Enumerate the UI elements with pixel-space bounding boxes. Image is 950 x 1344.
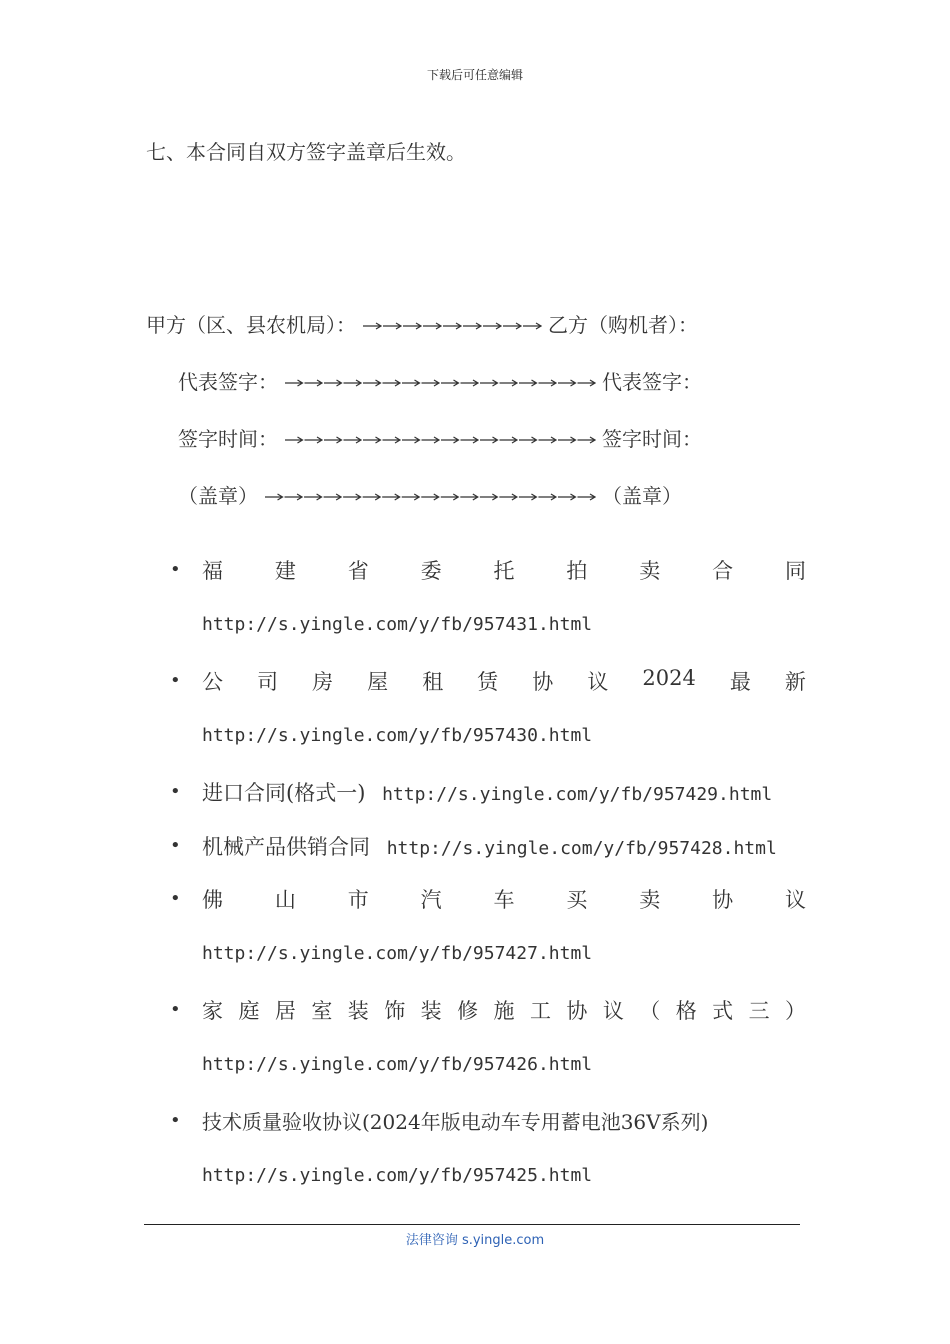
bullet-icon: • (170, 670, 181, 691)
link-title-char: 佛 (202, 888, 223, 912)
bullet-icon: • (170, 888, 181, 909)
link-title[interactable]: 机械产品供销合同 (202, 835, 370, 859)
arrow-line-icon (284, 434, 596, 446)
arrow-segment-icon (460, 494, 478, 500)
link-title-char: 修 (457, 999, 479, 1023)
arrow-segment-icon (402, 494, 420, 500)
link-title-char: 议 (602, 999, 624, 1023)
arrow-segment-icon (265, 494, 283, 500)
bullet-icon: • (170, 781, 181, 802)
arrow-segment-icon (423, 323, 441, 329)
link-url[interactable]: http://s.yingle.com/y/fb/957425.html (202, 1165, 593, 1186)
time-right-label: 签字时间： (602, 427, 702, 451)
link-title[interactable] (202, 555, 806, 585)
arrow-segment-icon (363, 494, 381, 500)
arrow-segment-icon (577, 494, 595, 500)
link-row[interactable] (202, 777, 772, 807)
link-title-char: 协 (532, 670, 554, 694)
arrow-line-icon (284, 377, 596, 389)
link-url[interactable]: http://s.yingle.com/y/fb/957430.html (202, 725, 593, 746)
arrow-segment-icon (538, 494, 556, 500)
link-title-char: 议 (587, 670, 609, 694)
arrow-segment-icon (558, 380, 576, 386)
bullet-icon: • (170, 835, 181, 856)
link-row[interactable] (202, 831, 777, 861)
link-url[interactable]: http://s.yingle.com/y/fb/957429.html (382, 784, 773, 805)
arrow-segment-icon (363, 437, 381, 443)
link-title-char: 室 (311, 999, 333, 1023)
link-title-char: 装 (347, 999, 369, 1023)
arrow-segment-icon (480, 437, 498, 443)
link-title-char: 议 (785, 888, 806, 912)
link-title-char: 2024 (642, 666, 696, 690)
arrow-segment-icon (539, 437, 557, 443)
bullet-icon: • (170, 559, 181, 580)
link-url[interactable]: http://s.yingle.com/y/fb/957427.html (202, 943, 593, 964)
footer-divider (144, 1224, 800, 1225)
arrow-segment-icon (461, 437, 479, 443)
signature-line (362, 320, 542, 332)
contract-clause-seven: 七、本合同自双方签字盖章后生效。 (146, 140, 466, 164)
arrow-segment-icon (285, 437, 303, 443)
arrow-segment-icon (519, 380, 537, 386)
arrow-segment-icon (461, 380, 479, 386)
link-title[interactable] (202, 666, 806, 696)
arrow-segment-icon (344, 380, 362, 386)
link-title-char: 最 (729, 670, 751, 694)
arrow-segment-icon (500, 380, 518, 386)
arrow-segment-icon (443, 323, 461, 329)
arrow-segment-icon (324, 380, 342, 386)
link-title-char: 卖 (639, 559, 661, 583)
bullet-icon: • (170, 999, 181, 1020)
arrow-segment-icon (402, 437, 420, 443)
arrow-segment-icon (343, 494, 361, 500)
link-title-char: 庭 (238, 999, 260, 1023)
arrow-segment-icon (519, 437, 537, 443)
link-title-char: 福 (202, 559, 223, 583)
arrow-segment-icon (422, 437, 440, 443)
arrow-segment-icon (363, 323, 381, 329)
arrow-segment-icon (578, 380, 596, 386)
link-title-char: 卖 (639, 888, 661, 912)
link-title-char: 式 (712, 999, 734, 1023)
arrow-segment-icon (503, 323, 521, 329)
rep-left-label: 代表签字： (178, 370, 278, 394)
arrow-segment-icon (285, 380, 303, 386)
arrow-segment-icon (500, 437, 518, 443)
link-title-char: 新 (784, 670, 806, 694)
party-b-label: 乙方（购机者）： (548, 313, 698, 337)
arrow-segment-icon (523, 323, 541, 329)
signature-row-representative (178, 366, 702, 395)
link-url[interactable]: http://s.yingle.com/y/fb/957431.html (202, 614, 593, 635)
link-title-char: 车 (493, 888, 515, 912)
link-title-char: 同 (785, 559, 806, 583)
seal-left-label: （盖章） (178, 484, 258, 508)
arrow-segment-icon (578, 437, 596, 443)
link-title-char: 买 (566, 888, 588, 912)
arrow-segment-icon (483, 323, 501, 329)
link-title[interactable] (202, 995, 806, 1025)
arrow-segment-icon (480, 380, 498, 386)
arrow-segment-icon (403, 323, 421, 329)
arrow-segment-icon (383, 437, 401, 443)
arrow-segment-icon (402, 380, 420, 386)
link-title[interactable]: 进口合同(格式一) (202, 781, 366, 805)
arrow-line-icon (264, 491, 596, 503)
link-title-char: 房 (312, 670, 334, 694)
link-title-char: 租 (422, 670, 444, 694)
page-header: 下载后可任意编辑 (426, 68, 523, 82)
link-title-char: 屋 (367, 670, 389, 694)
arrow-segment-icon (499, 494, 517, 500)
arrow-segment-icon (558, 494, 576, 500)
link-title-char: 协 (566, 999, 588, 1023)
seal-right-label: （盖章） (602, 484, 682, 508)
arrow-segment-icon (421, 494, 439, 500)
link-title-char: 建 (274, 559, 296, 583)
link-title-char: 赁 (477, 670, 499, 694)
arrow-segment-icon (383, 323, 401, 329)
link-title-char: 拍 (566, 559, 588, 583)
link-title-char: 家 (202, 999, 223, 1023)
arrow-segment-icon (324, 494, 342, 500)
link-title-char: 汽 (420, 888, 442, 912)
arrow-line-icon (362, 320, 542, 332)
footer-link[interactable]: 法律咨询 s.yingle.com (405, 1233, 545, 1248)
arrow-segment-icon (441, 494, 459, 500)
arrow-segment-icon (344, 437, 362, 443)
link-title[interactable] (202, 884, 806, 914)
link-title-char: 司 (257, 670, 279, 694)
signature-line (284, 377, 596, 389)
arrow-segment-icon (305, 380, 323, 386)
link-title-char: 合 (712, 559, 734, 583)
rep-right-label: 代表签字： (602, 370, 702, 394)
link-title-char: 工 (529, 999, 551, 1023)
arrow-segment-icon (441, 437, 459, 443)
time-left-label: 签字时间： (178, 427, 278, 451)
arrow-segment-icon (382, 494, 400, 500)
link-url[interactable]: http://s.yingle.com/y/fb/957426.html (202, 1054, 593, 1075)
arrow-segment-icon (480, 494, 498, 500)
link-title-char: ） (785, 999, 806, 1023)
arrow-segment-icon (285, 494, 303, 500)
link-title-char: 居 (274, 999, 296, 1023)
link-title-char: 托 (493, 559, 515, 583)
link-title-char: 市 (347, 888, 369, 912)
arrow-segment-icon (304, 494, 322, 500)
link-title-char: 协 (712, 888, 734, 912)
arrow-segment-icon (363, 380, 381, 386)
arrow-segment-icon (558, 437, 576, 443)
link-title-char: 施 (493, 999, 515, 1023)
link-title[interactable]: 技术质量验收协议(2024年版电动车专用蓄电池36V系列) (202, 1110, 709, 1134)
arrow-segment-icon (305, 437, 323, 443)
arrow-segment-icon (441, 380, 459, 386)
arrow-segment-icon (463, 323, 481, 329)
link-title-char: 省 (347, 559, 369, 583)
bullet-icon: • (170, 1110, 181, 1131)
party-a-label: 甲方（区、县农机局）： (146, 313, 356, 337)
arrow-segment-icon (519, 494, 537, 500)
link-title-char: 公 (202, 670, 223, 694)
link-title-char: 格 (675, 999, 697, 1023)
link-title-char: 饰 (384, 999, 406, 1023)
link-title-char: 三 (748, 999, 770, 1023)
link-title-char: 山 (274, 888, 296, 912)
link-url[interactable]: http://s.yingle.com/y/fb/957428.html (386, 838, 777, 859)
link-title-char: （ (639, 999, 661, 1023)
link-title-char: 装 (420, 999, 442, 1023)
arrow-segment-icon (383, 380, 401, 386)
signature-line (284, 434, 596, 446)
link-title-char: 委 (420, 559, 442, 583)
arrow-segment-icon (539, 380, 557, 386)
signature-row-time (178, 423, 702, 452)
signature-row-parties (146, 309, 698, 338)
arrow-segment-icon (422, 380, 440, 386)
arrow-segment-icon (324, 437, 342, 443)
signature-line (264, 491, 596, 503)
signature-row-seal (178, 480, 682, 509)
